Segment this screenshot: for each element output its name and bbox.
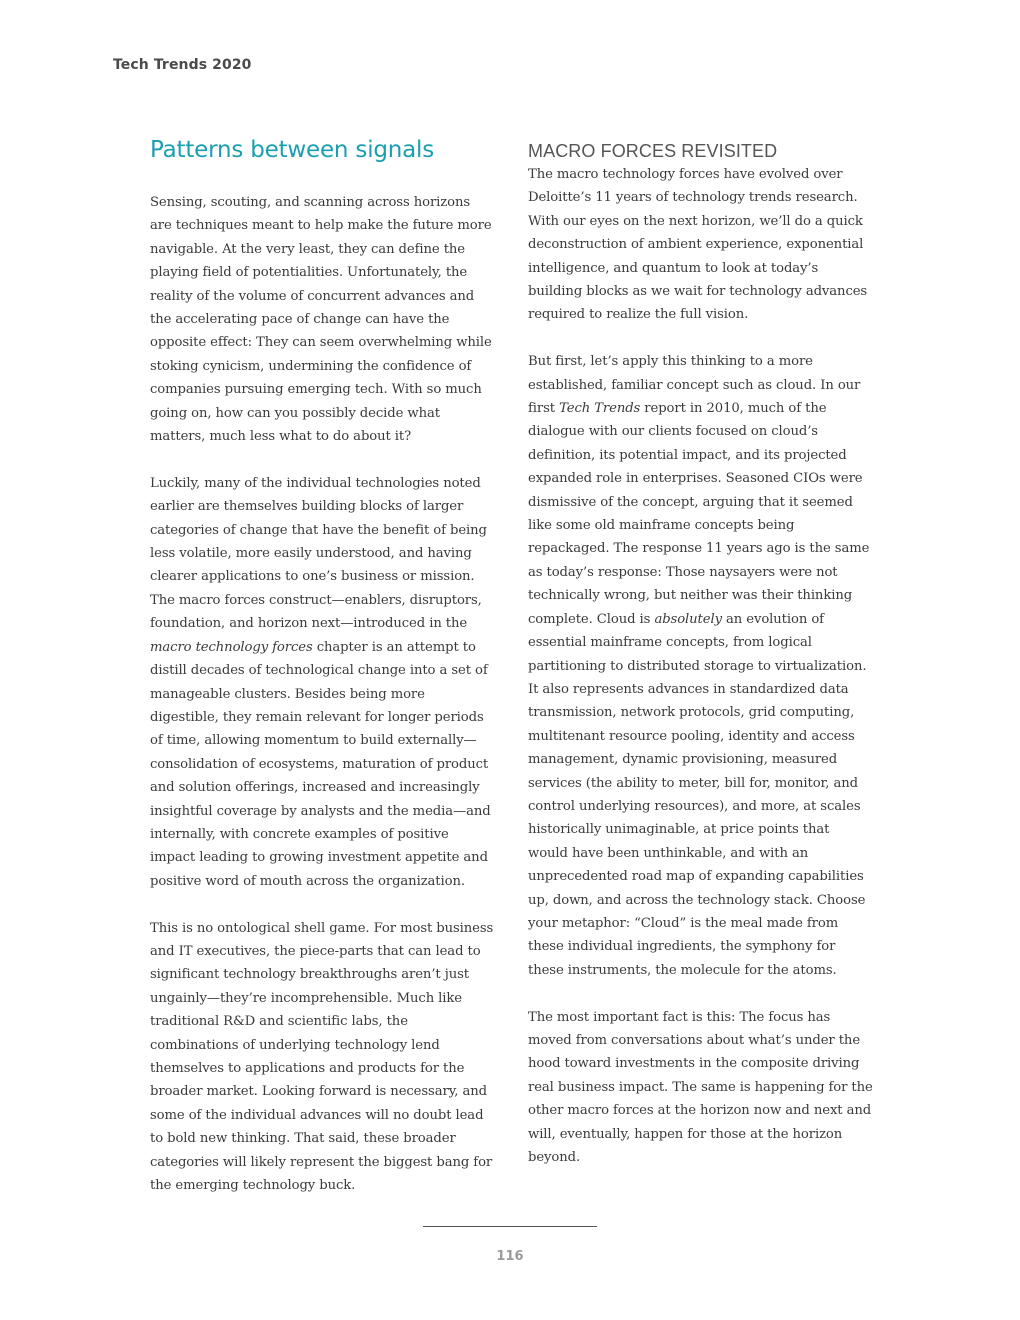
right-column <box>528 134 873 1193</box>
right-paragraph-2 <box>528 350 873 982</box>
section-title: Patterns between signals <box>150 137 435 163</box>
left-paragraph-2 <box>150 472 495 893</box>
left-paragraph-1: Sensing, scouting, and scanning across horizons are techniques meant to help make the future more navigable. At the very least, they can define the playing field of potentialities. Unfortunately, the reality of the volume of concurrent advances and the accelerating pace of change can have the opposite effect: They can seem overwhelming while stoking cynicism, undermining the confidence of companies pursuing emerging tech. With so much going on, how can you possibly decide what matters, much less what to do about it? <box>150 195 492 445</box>
right-paragraph-1: The macro technology forces have evolved over Deloitte’s 11 years of technology trends research. With our eyes on the next horizon, we’ll do a quick deconstruction of ambient experience, exponential intelligence, and quantum to look at today’s building blocks as we wait for technology advances required to realize the full vision. <box>528 167 868 323</box>
right-paragraph-3: The most important fact is this: The focus has moved from conversations about what’s under the hood toward investments in the composite driving real business impact. The same is happening for the other macro forces at the horizon now and next and will, eventually, happen for those at the horizon beyond. <box>528 1009 873 1166</box>
right-paragraph-2-italic-title: Tech Trends <box>559 401 641 417</box>
right-paragraph-2-text-a: But first, let’s apply this thinking to a more established, familiar concept such as cloud. In our first <box>528 354 861 417</box>
left-paragraph-3: This is no ontological shell game. For most business and IT executives, the piece-parts that can lead to significant technology breakthroughs aren’t just ungainly—they’re incomprehensible. Much like traditional R&D and scientific labs, the combinations of underlying technology lend themselves to applications and products for the broader market. Looking forward is necessary, and some of the individual advances will no doubt lead to bold new thinking. That said, these broader categories will likely represent the biggest bang for the emerging technology buck. <box>150 920 494 1194</box>
page-number: 116 <box>496 1249 524 1264</box>
right-paragraph-2-text-b: report in 2010, much of the dialogue with our clients focused on cloud’s definition, its potential impact, and its projected expanded role in enterprises. Seasoned CIOs were dismissive of the concept, arguing that it seemed like some old mainframe concepts being repackaged. The response 11 years ago is the same as today’s response: Those naysayers were not technically wrong, but neither was their thinking complete. Cloud is <box>528 401 870 627</box>
left-paragraph-2-italic: macro technology forces <box>150 639 313 655</box>
left-column <box>150 134 495 1221</box>
footer-divider <box>423 1226 597 1227</box>
subsection-heading: MACRO FORCES REVISITED <box>528 141 778 161</box>
right-paragraph-2-italic-emphasis: absolutely <box>654 611 722 627</box>
left-paragraph-2-text-b: chapter is an attempt to distill decades of technological change into a set of manageable clusters. Besides being more digestible, they remain relevant for longer periods of time, allowing momentum to build externally—consolidation of ecosystems, maturation of product and solution offerings, increased and increasingly insightful coverage by analysts and the media—and internally, with concrete examples of positive impact leading to growing investment appetite and positive word of mouth across the organization. <box>150 639 491 889</box>
running-header-title: Tech Trends 2020 <box>113 57 252 73</box>
left-paragraph-2-text-a: Luckily, many of the individual technologies noted earlier are themselves building blocks of larger categories of change that have the benefit of being less volatile, more easily understood, and having clearer applications to one’s business or mission. The macro forces construct—enablers, disruptors, foundation, and horizon next—introduced in the <box>150 475 487 632</box>
right-paragraph-2-text-c: an evolution of essential mainframe concepts, from logical partitioning to distributed storage to virtualization. It also represents advances in standardized data transmission, network protocols, grid computing, multitenant resource pooling, identity and access management, dynamic provisioning, measured services (the ability to meter, bill for, monitor, and control underlying resources), and more, at scales historically unimaginable, at price points that would have been unthinkable, and with an unprecedented road map of expanding capabilities up, down, and across the technology stack. Choose your metaphor: “Cloud” is the meal made from these individual ingredients, the symphony for these instruments, the molecule for the atoms. <box>528 611 867 978</box>
